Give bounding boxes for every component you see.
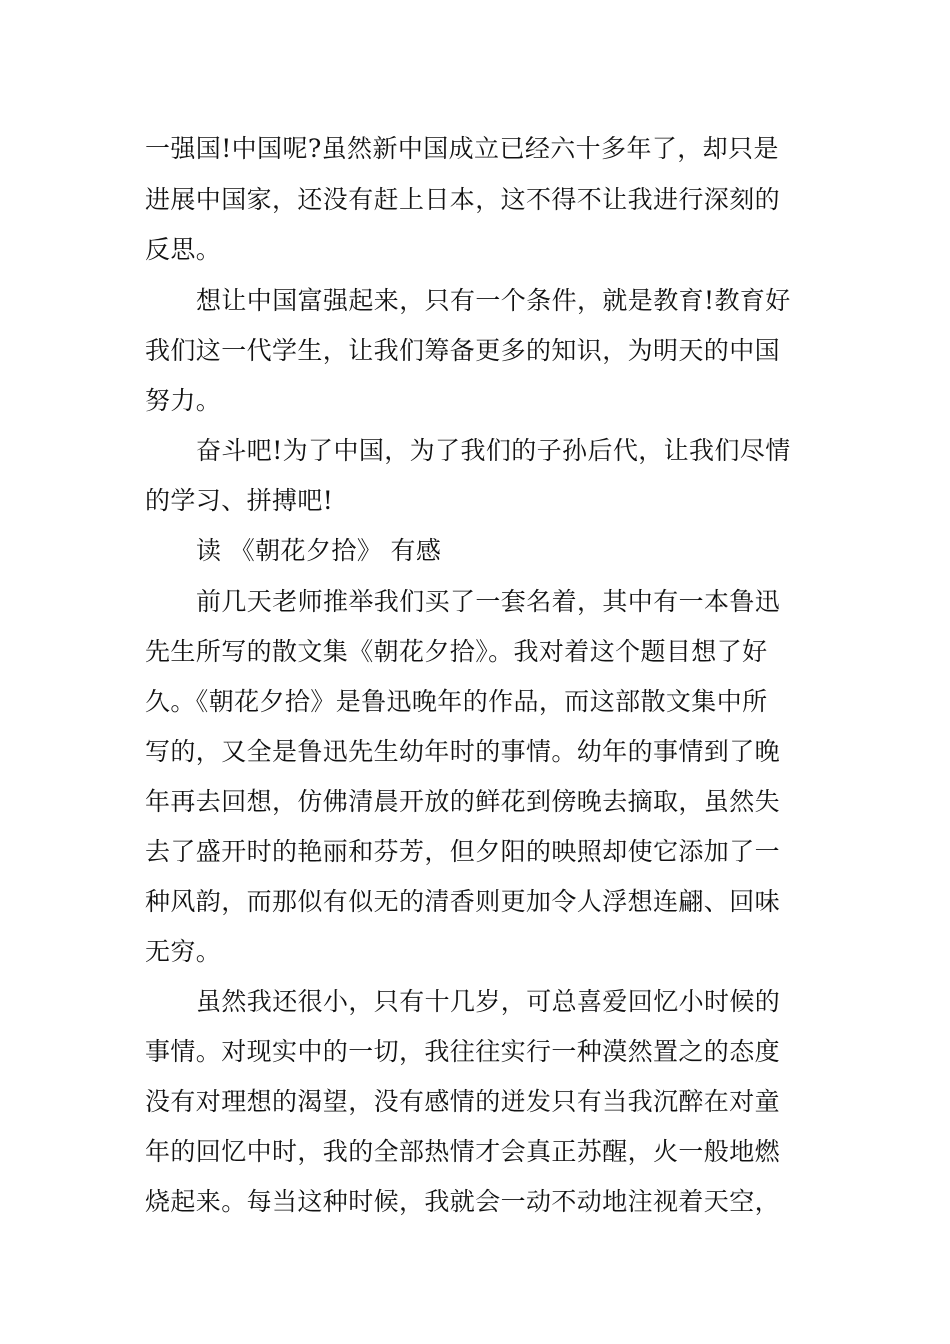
text-line: 没有对理想的渴望，没有感情的迸发只有当我沉醉在对童 xyxy=(145,1087,781,1116)
section-title: 读 《朝花夕拾》 有感 xyxy=(196,536,442,565)
text-line: 一强国!中国呢?虽然新中国成立已经六十多年了，却只是 xyxy=(145,134,779,163)
text-line: 写的，又全是鲁迅先生幼年时的事情。幼年的事情到了晚 xyxy=(145,737,781,766)
paragraph-first-line: 前几天老师推举我们买了一套名着，其中有一本鲁迅 xyxy=(196,587,781,616)
paragraph-first-line: 想让中国富强起来，只有一个条件，就是教育!教育好 xyxy=(196,286,791,315)
text-line: 进展中国家，还没有赶上日本，这不得不让我进行深刻的 xyxy=(145,185,781,214)
text-line: 去了盛开时的艳丽和芬芳，但夕阳的映照却使它添加了一 xyxy=(145,837,781,866)
text-line: 烧起来。每当这种时候，我就会一动不动地注视着天空， xyxy=(145,1187,781,1216)
text-line: 反思。 xyxy=(145,235,222,264)
text-line: 的学习、拼搏吧! xyxy=(145,486,334,515)
text-line: 年再去回想，仿佛清晨开放的鲜花到傍晚去摘取，虽然失 xyxy=(145,787,781,816)
text-line: 先生所写的散文集《朝花夕拾》。我对着这个题目想了好 xyxy=(145,637,768,666)
text-line: 久。《朝花夕拾》是鲁迅晚年的作品，而这部散文集中所 xyxy=(145,687,768,716)
text-line: 种风韵，而那似有似无的清香则更加令人浮想连翩、回味 xyxy=(145,887,781,916)
text-line: 年的回忆中时，我的全部热情才会真正苏醒，火一般地燃 xyxy=(145,1137,781,1166)
text-line: 无穷。 xyxy=(145,937,222,966)
text-line: 事情。对现实中的一切，我往往实行一种漠然置之的态度 xyxy=(145,1037,781,1066)
text-line: 努力。 xyxy=(145,386,222,415)
text-line: 我们这一代学生，让我们筹备更多的知识，为明天的中国 xyxy=(145,336,781,365)
paragraph-first-line: 奋斗吧!为了中国，为了我们的子孙后代，让我们尽情 xyxy=(196,436,791,465)
paragraph-first-line: 虽然我还很小，只有十几岁，可总喜爱回忆小时候的 xyxy=(196,987,781,1016)
